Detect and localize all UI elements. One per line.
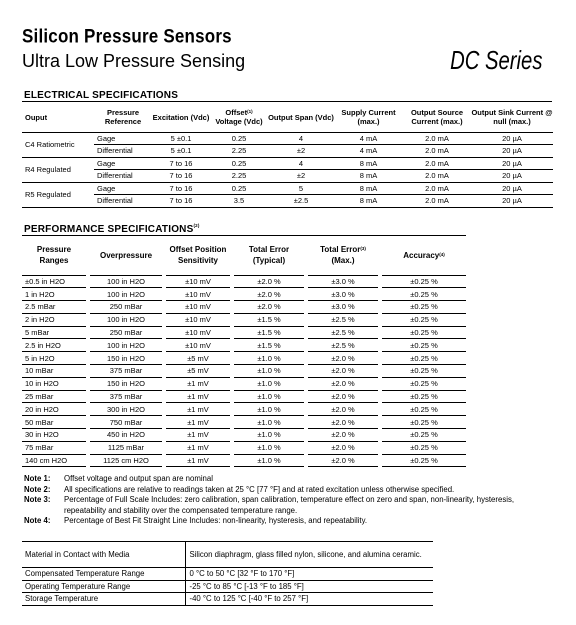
col-supply-current: Supply Current (max.)	[334, 103, 403, 132]
range-cell: 20 in H2O	[22, 403, 86, 416]
series-label: DC Series	[449, 45, 542, 75]
performance-row	[22, 377, 466, 390]
range-cell: 1 in H2O	[22, 288, 86, 301]
total-error-max-cell: ±2.0 %	[308, 441, 378, 454]
total-error-typical-cell: ±1.0 %	[234, 352, 304, 365]
pressure-reference-cell: Differential	[94, 145, 152, 158]
range-cell: 140 cm H2O	[22, 454, 86, 467]
materials-row	[22, 568, 433, 581]
sink-current-cell: 20 µA	[471, 195, 553, 208]
materials-label-cell: Operating Temperature Range	[22, 580, 185, 593]
overpressure-cell: 100 in H2O	[90, 275, 162, 288]
col-accuracy	[382, 236, 466, 275]
supply-current-cell: 8 mA	[334, 195, 403, 208]
total-error-max-cell: ±2.0 %	[308, 377, 378, 390]
note-item	[24, 485, 544, 496]
excitation-cell: 5 ±0.1	[152, 132, 210, 145]
offset-sensitivity-cell: ±10 mV	[166, 275, 230, 288]
electrical-row	[22, 132, 553, 145]
total-error-max-cell: ±2.5 %	[308, 339, 378, 352]
performance-row	[22, 352, 466, 365]
overpressure-cell: 1125 cm H2O	[90, 454, 162, 467]
offset-sensitivity-cell: ±1 mV	[166, 377, 230, 390]
total-error-max-cell: ±2.0 %	[308, 429, 378, 442]
total-error-max-cell: ±2.5 %	[308, 313, 378, 326]
performance-header-row	[22, 236, 466, 275]
range-cell: ±0.5 in H2O	[22, 275, 86, 288]
note-text: All specifications are relative to readings taken at 25 °C [77 °F] and at rated excitation unless otherwise specified.	[64, 484, 455, 494]
supply-current-cell: 8 mA	[334, 182, 403, 195]
range-cell: 5 in H2O	[22, 352, 86, 365]
electrical-top-rule	[22, 101, 552, 102]
electrical-row	[22, 182, 553, 195]
total-error-typical-cell: ±1.0 %	[234, 390, 304, 403]
total-error-max-cell: ±2.0 %	[308, 352, 378, 365]
pressure-reference-cell: Differential	[94, 195, 152, 208]
electrical-row	[22, 195, 553, 208]
total-error-typical-cell: ±1.0 %	[234, 365, 304, 378]
col-offset-unit: Voltage (Vdc)	[215, 117, 263, 127]
page-subtitle: Ultra Low Pressure Sensing	[22, 51, 246, 71]
materials-value-cell: -25 °C to 85 °C [-13 °F to 185 °F]	[185, 580, 433, 593]
note-text: Offset voltage and output span are nominal	[64, 474, 213, 483]
col-offset-note: (1)	[247, 109, 253, 115]
pressure-reference-cell: Differential	[94, 170, 152, 183]
offset-sensitivity-cell: ±10 mV	[166, 301, 230, 314]
electrical-header-row	[22, 103, 553, 132]
col-total-error-max	[308, 236, 378, 275]
accuracy-cell: ±0.25 %	[382, 352, 466, 365]
col-sink-current: Output Sink Current @ null (max.)	[471, 103, 553, 132]
col-total-error-max-label: Total Error	[320, 245, 361, 255]
total-error-typical-cell: ±2.0 %	[234, 301, 304, 314]
note-item	[24, 474, 544, 485]
overpressure-cell: 750 mBar	[90, 416, 162, 429]
accuracy-cell: ±0.25 %	[382, 313, 466, 326]
col-total-error-max-unit: (Max.)	[331, 256, 355, 266]
accuracy-cell: ±0.25 %	[382, 275, 466, 288]
offset-voltage-cell: 3.5	[210, 195, 268, 208]
accuracy-cell: ±0.25 %	[382, 390, 466, 403]
materials-value-cell: -40 °C to 125 °C [-40 °F to 257 °F]	[185, 593, 433, 606]
offset-sensitivity-cell: ±1 mV	[166, 416, 230, 429]
col-accuracy-label: Accuracy	[403, 250, 440, 260]
total-error-typical-cell: ±1.0 %	[234, 416, 304, 429]
total-error-typical-cell: ±1.0 %	[234, 441, 304, 454]
accuracy-cell: ±0.25 %	[382, 454, 466, 467]
note-label: Note 1:	[24, 474, 51, 483]
performance-row	[22, 288, 466, 301]
performance-row	[22, 403, 466, 416]
overpressure-cell: 150 in H2O	[90, 352, 162, 365]
offset-sensitivity-cell: ±10 mV	[166, 339, 230, 352]
offset-sensitivity-cell: ±1 mV	[166, 454, 230, 467]
materials-label-cell: Material in Contact with Media	[22, 542, 185, 568]
total-error-max-cell: ±2.0 %	[308, 403, 378, 416]
overpressure-cell: 1125 mBar	[90, 441, 162, 454]
total-error-typical-cell: ±1.0 %	[234, 454, 304, 467]
performance-row	[22, 339, 466, 352]
excitation-cell: 7 to 16	[152, 182, 210, 195]
supply-current-cell: 4 mA	[334, 145, 403, 158]
offset-sensitivity-cell: ±1 mV	[166, 441, 230, 454]
output-span-cell: 4	[268, 157, 334, 170]
sink-current-cell: 20 µA	[471, 170, 553, 183]
supply-current-cell: 8 mA	[334, 157, 403, 170]
overpressure-cell: 150 in H2O	[90, 377, 162, 390]
materials-value-cell: Silicon diaphragm, glass filled nylon, silicone, and alumina ceramic.	[185, 542, 433, 568]
source-current-cell: 2.0 mA	[403, 170, 471, 183]
total-error-typical-cell: ±1.0 %	[234, 429, 304, 442]
range-cell: 5 mBar	[22, 326, 86, 339]
col-offset	[210, 103, 268, 132]
performance-section-title	[24, 224, 200, 235]
overpressure-cell: 300 in H2O	[90, 403, 162, 416]
note-text: Percentage of Best Fit Straight Line Includes: non-linearity, hysteresis, and repeatability.	[64, 516, 368, 525]
performance-row	[22, 301, 466, 314]
total-error-max-cell: ±2.0 %	[308, 454, 378, 467]
notes-section	[24, 474, 544, 527]
pressure-reference-cell: Gage	[94, 182, 152, 195]
total-error-max-cell: ±2.0 %	[308, 390, 378, 403]
electrical-row	[22, 157, 553, 170]
output-span-cell: ±2	[268, 170, 334, 183]
offset-voltage-cell: 0.25	[210, 182, 268, 195]
materials-row	[22, 542, 433, 568]
accuracy-cell: ±0.25 %	[382, 416, 466, 429]
total-error-typical-cell: ±1.5 %	[234, 326, 304, 339]
overpressure-cell: 375 mBar	[90, 390, 162, 403]
performance-title-note: (2)	[193, 223, 200, 228]
source-current-cell: 2.0 mA	[403, 195, 471, 208]
offset-sensitivity-cell: ±1 mV	[166, 403, 230, 416]
output-type-cell: R4 Regulated	[22, 157, 94, 182]
offset-sensitivity-cell: ±5 mV	[166, 365, 230, 378]
electrical-section-title: ELECTRICAL SPECIFICATIONS	[24, 90, 179, 101]
col-total-error-typical: Total Error (Typical)	[234, 236, 304, 275]
accuracy-cell: ±0.25 %	[382, 377, 466, 390]
accuracy-cell: ±0.25 %	[382, 365, 466, 378]
offset-sensitivity-cell: ±10 mV	[166, 288, 230, 301]
col-output: Ouput	[22, 103, 94, 132]
total-error-typical-cell: ±1.5 %	[234, 313, 304, 326]
performance-row	[22, 390, 466, 403]
accuracy-cell: ±0.25 %	[382, 288, 466, 301]
accuracy-cell: ±0.25 %	[382, 339, 466, 352]
note-label: Note 2:	[24, 484, 51, 494]
excitation-cell: 7 to 16	[152, 170, 210, 183]
total-error-max-cell: ±3.0 %	[308, 301, 378, 314]
materials-label-cell: Storage Temperature	[22, 593, 185, 606]
offset-sensitivity-cell: ±1 mV	[166, 429, 230, 442]
accuracy-cell: ±0.25 %	[382, 326, 466, 339]
total-error-typical-cell: ±1.0 %	[234, 377, 304, 390]
note-label: Note 4:	[24, 516, 51, 525]
col-total-error-max-note: (3)	[360, 246, 366, 252]
supply-current-cell: 4 mA	[334, 132, 403, 145]
total-error-max-cell: ±3.0 %	[308, 275, 378, 288]
offset-voltage-cell: 2.25	[210, 170, 268, 183]
page-header	[22, 25, 552, 80]
materials-value-cell: 0 °C to 50 °C [32 °F to 170 °F]	[185, 568, 433, 581]
pressure-reference-cell: Gage	[94, 157, 152, 170]
performance-row	[22, 416, 466, 429]
output-type-cell: C4 Ratiometric	[22, 132, 94, 157]
overpressure-cell: 100 in H2O	[90, 339, 162, 352]
offset-sensitivity-cell: ±10 mV	[166, 326, 230, 339]
total-error-typical-cell: ±1.5 %	[234, 339, 304, 352]
output-span-cell: ±2.5	[268, 195, 334, 208]
range-cell: 30 in H2O	[22, 429, 86, 442]
source-current-cell: 2.0 mA	[403, 145, 471, 158]
col-pressure-ranges: Pressure Ranges	[22, 236, 86, 275]
materials-label-cell: Compensated Temperature Range	[22, 568, 185, 581]
col-output-span: Output Span (Vdc)	[268, 103, 334, 132]
output-span-cell: 5	[268, 182, 334, 195]
performance-specs-table	[22, 236, 466, 467]
excitation-cell: 7 to 16	[152, 157, 210, 170]
offset-voltage-cell: 0.25	[210, 157, 268, 170]
accuracy-cell: ±0.25 %	[382, 403, 466, 416]
materials-row	[22, 580, 433, 593]
performance-row	[22, 454, 466, 467]
source-current-cell: 2.0 mA	[403, 182, 471, 195]
output-span-cell: 4	[268, 132, 334, 145]
offset-sensitivity-cell: ±1 mV	[166, 390, 230, 403]
note-text: Percentage of Full Scale Includes: zero calibration, span calibration, temperature effect on zero and span, non-linearity, hysteresis, repeatability and stability over the compensated temperature range.	[64, 495, 515, 515]
range-cell: 50 mBar	[22, 416, 86, 429]
total-error-typical-cell: ±2.0 %	[234, 275, 304, 288]
total-error-max-cell: ±2.0 %	[308, 416, 378, 429]
offset-voltage-cell: 0.25	[210, 132, 268, 145]
range-cell: 10 mBar	[22, 365, 86, 378]
offset-sensitivity-cell: ±5 mV	[166, 352, 230, 365]
pressure-reference-cell: Gage	[94, 132, 152, 145]
total-error-typical-cell: ±1.0 %	[234, 403, 304, 416]
total-error-max-cell: ±2.0 %	[308, 365, 378, 378]
sink-current-cell: 20 µA	[471, 132, 553, 145]
note-item	[24, 516, 544, 527]
col-excitation: Excitation (Vdc)	[152, 103, 210, 132]
sink-current-cell: 20 µA	[471, 182, 553, 195]
note-item	[24, 495, 544, 516]
performance-title-text: PERFORMANCE SPECIFICATIONS	[24, 224, 194, 235]
overpressure-cell: 250 mBar	[90, 326, 162, 339]
col-offset-sensitivity: Offset Position Sensitivity	[166, 236, 230, 275]
overpressure-cell: 100 in H2O	[90, 288, 162, 301]
range-cell: 75 mBar	[22, 441, 86, 454]
materials-row	[22, 593, 433, 606]
total-error-max-cell: ±2.5 %	[308, 326, 378, 339]
output-span-cell: ±2	[268, 145, 334, 158]
electrical-specs-table	[22, 103, 553, 208]
performance-row	[22, 313, 466, 326]
sink-current-cell: 20 µA	[471, 145, 553, 158]
range-cell: 10 in H2O	[22, 377, 86, 390]
range-cell: 2 in H2O	[22, 313, 86, 326]
performance-row	[22, 429, 466, 442]
electrical-row	[22, 170, 553, 183]
overpressure-cell: 250 mBar	[90, 301, 162, 314]
source-current-cell: 2.0 mA	[403, 132, 471, 145]
offset-sensitivity-cell: ±10 mV	[166, 313, 230, 326]
accuracy-cell: ±0.25 %	[382, 441, 466, 454]
sink-current-cell: 20 µA	[471, 157, 553, 170]
offset-voltage-cell: 2.25	[210, 145, 268, 158]
col-pressure-reference: Pressure Reference	[94, 103, 152, 132]
col-accuracy-note: (4)	[439, 251, 445, 257]
range-cell: 2.5 in H2O	[22, 339, 86, 352]
accuracy-cell: ±0.25 %	[382, 429, 466, 442]
performance-row	[22, 441, 466, 454]
overpressure-cell: 450 in H2O	[90, 429, 162, 442]
note-label: Note 3:	[24, 495, 51, 504]
total-error-max-cell: ±3.0 %	[308, 288, 378, 301]
range-cell: 25 mBar	[22, 390, 86, 403]
range-cell: 2.5 mBar	[22, 301, 86, 314]
col-overpressure: Overpressure	[90, 236, 162, 275]
performance-row	[22, 365, 466, 378]
overpressure-cell: 100 in H2O	[90, 313, 162, 326]
page-title: Silicon Pressure Sensors	[22, 25, 232, 47]
supply-current-cell: 8 mA	[334, 170, 403, 183]
performance-row	[22, 326, 466, 339]
col-offset-label: Offset	[225, 108, 248, 118]
accuracy-cell: ±0.25 %	[382, 301, 466, 314]
overpressure-cell: 375 mBar	[90, 365, 162, 378]
col-source-current: Output Source Current (max.)	[403, 103, 471, 132]
electrical-row	[22, 145, 553, 158]
source-current-cell: 2.0 mA	[403, 157, 471, 170]
output-type-cell: R5 Regulated	[22, 182, 94, 207]
materials-table	[22, 541, 433, 606]
total-error-typical-cell: ±2.0 %	[234, 288, 304, 301]
performance-row	[22, 275, 466, 288]
excitation-cell: 7 to 16	[152, 195, 210, 208]
excitation-cell: 5 ±0.1	[152, 145, 210, 158]
